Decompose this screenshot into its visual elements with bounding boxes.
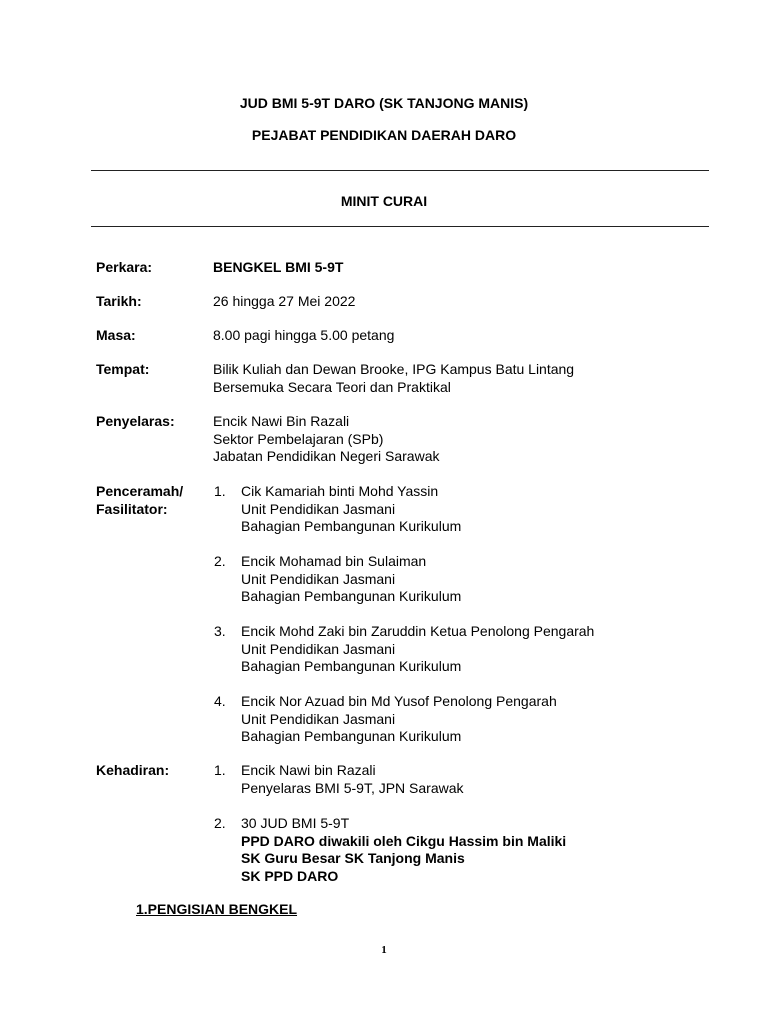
document-type: MINIT CURAI bbox=[340, 193, 428, 209]
list-item-line: Bahagian Pembangunan Kurikulum bbox=[241, 518, 462, 534]
list-item-line: Bahagian Pembangunan Kurikulum bbox=[241, 728, 462, 744]
list-item-line: Unit Pendidikan Jasmani bbox=[241, 710, 396, 727]
field-value-penyelaras bbox=[213, 413, 439, 466]
field-label-masa: Masa: bbox=[96, 327, 136, 343]
list-item-line: Cik Kamariah binti Mohd Yassin bbox=[241, 483, 439, 499]
list-item-line: Bahagian Pembangunan Kurikulum bbox=[241, 588, 462, 604]
header-title-line2: PEJABAT PENDIDIKAN DAERAH DARO bbox=[251, 127, 517, 143]
list-item bbox=[241, 762, 464, 797]
field-value-perkara: BENGKEL BMI 5-9T bbox=[213, 259, 344, 275]
tempat-line: Bilik Kuliah dan Dewan Brooke, IPG Kampus Batu Lintang bbox=[213, 361, 575, 377]
list-item-line: Unit Pendidikan Jasmani bbox=[241, 640, 396, 657]
field-label-tarikh: Tarikh: bbox=[96, 293, 142, 309]
list-number: 2. bbox=[214, 553, 226, 569]
field-label-perkara: Perkara: bbox=[96, 259, 153, 275]
penyelaras-line: Encik Nawi Bin Razali bbox=[213, 413, 350, 429]
list-item bbox=[241, 815, 566, 885]
list-item-line: Encik Mohd Zaki bin Zaruddin Ketua Penolong Pengarah bbox=[241, 623, 595, 639]
field-label-penceramah bbox=[96, 483, 183, 518]
list-item bbox=[241, 623, 594, 676]
penceramah-label-line: Penceramah/ bbox=[96, 483, 184, 499]
list-item bbox=[241, 693, 557, 746]
list-item-line: Bahagian Pembangunan Kurikulum bbox=[241, 658, 462, 674]
list-number: 3. bbox=[214, 623, 226, 639]
list-item-line: SK Guru Besar SK Tanjong Manis bbox=[241, 850, 465, 866]
list-item-line: Encik Nawi bin Razali bbox=[241, 762, 376, 778]
list-number: 2. bbox=[214, 815, 226, 831]
top-divider bbox=[91, 170, 709, 171]
field-value-tarikh: 26 hingga 27 Mei 2022 bbox=[213, 293, 356, 309]
list-number: 1. bbox=[214, 762, 226, 778]
bottom-divider bbox=[91, 226, 709, 227]
field-label-kehadiran: Kehadiran: bbox=[96, 762, 170, 778]
list-number: 1. bbox=[214, 483, 226, 499]
list-item-line: SK PPD DARO bbox=[241, 867, 339, 884]
list-item-line: 30 JUD BMI 5-9T bbox=[241, 815, 350, 831]
list-item bbox=[241, 553, 461, 606]
list-number: 4. bbox=[214, 693, 226, 709]
fasilitator-label-line: Fasilitator: bbox=[96, 500, 168, 517]
field-label-penyelaras: Penyelaras: bbox=[96, 413, 175, 429]
section-heading: 1.PENGISIAN BENGKEL bbox=[136, 901, 298, 917]
field-value-tempat bbox=[213, 361, 574, 396]
page-number: 1 bbox=[381, 944, 387, 956]
field-value-masa: 8.00 pagi hingga 5.00 petang bbox=[213, 327, 395, 343]
list-item-line: Encik Mohamad bin Sulaiman bbox=[241, 553, 427, 569]
list-item-line: Penyelaras BMI 5-9T, JPN Sarawak bbox=[241, 779, 464, 796]
list-item-line: Unit Pendidikan Jasmani bbox=[241, 570, 396, 587]
field-label-tempat: Tempat: bbox=[96, 361, 150, 377]
header-title-line1: JUD BMI 5-9T DARO (SK TANJONG MANIS) bbox=[239, 95, 529, 111]
list-item-line: Unit Pendidikan Jasmani bbox=[241, 500, 396, 517]
list-item bbox=[241, 483, 461, 536]
list-item-line: PPD DARO diwakili oleh Cikgu Hassim bin Maliki bbox=[241, 832, 567, 849]
list-item-line: Encik Nor Azuad bin Md Yusof Penolong Pengarah bbox=[241, 693, 557, 709]
penyelaras-line: Jabatan Pendidikan Negeri Sarawak bbox=[213, 448, 440, 464]
penyelaras-line: Sektor Pembelajaran (SPb) bbox=[213, 430, 384, 447]
tempat-line: Bersemuka Secara Teori dan Praktikal bbox=[213, 378, 451, 395]
